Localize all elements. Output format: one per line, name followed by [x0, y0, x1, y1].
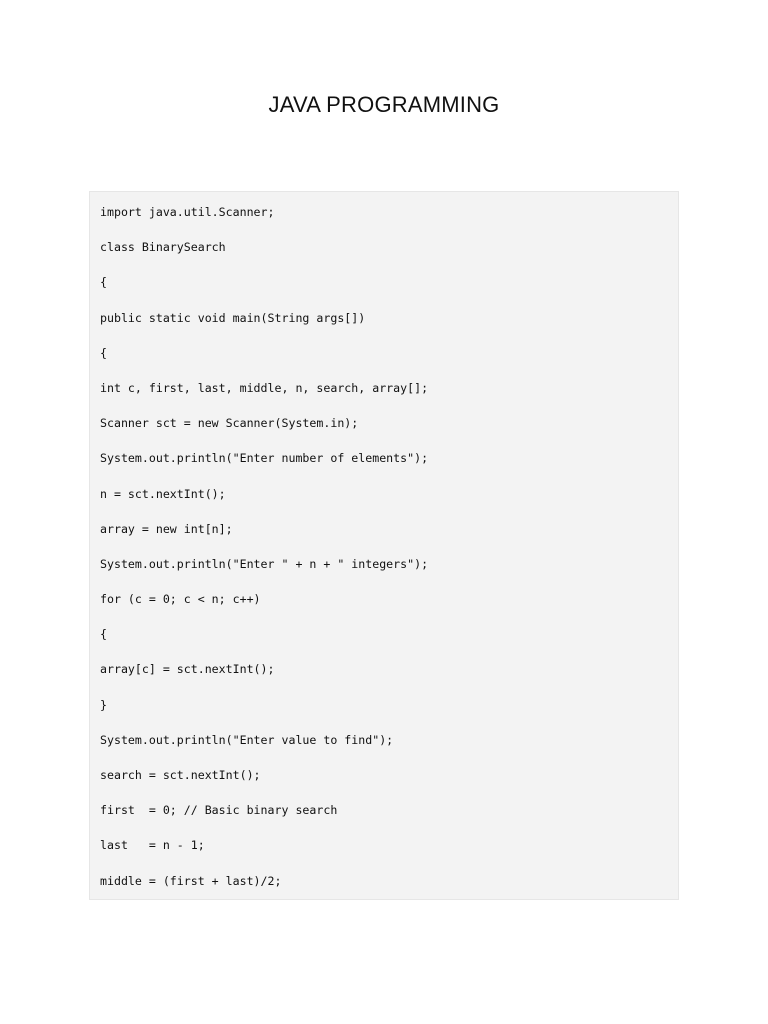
code-line: search = sct.nextInt(); — [100, 768, 261, 782]
code-lines — [100, 203, 668, 907]
code-line: public static void main(String args[]) — [100, 310, 366, 325]
code-line: Scanner sct = new Scanner(System.in); — [100, 416, 359, 431]
page-title: JAVA PROGRAMMING — [268, 92, 500, 117]
code-line: { — [100, 345, 107, 360]
code-block — [89, 191, 679, 900]
code-line: { — [100, 627, 107, 642]
code-line: int c, first, last, middle, n, search, array[]; — [100, 380, 429, 395]
code-line: import java.util.Scanner; — [100, 205, 275, 219]
code-line: first = 0; // Basic binary search — [100, 803, 338, 818]
code-line: System.out.println("Enter value to find"); — [100, 732, 394, 747]
code-line: array[c] = sct.nextInt(); — [100, 662, 275, 677]
code-line: n = sct.nextInt(); — [100, 486, 226, 501]
code-line: { — [100, 275, 107, 290]
code-line: middle = (first + last)/2; — [100, 873, 282, 888]
code-line: System.out.println("Enter " + n + " integers"); — [100, 556, 429, 571]
code-line: class BinarySearch — [100, 240, 226, 255]
code-line: } — [100, 697, 107, 712]
code-line: System.out.println("Enter number of elements"); — [100, 451, 429, 466]
code-line: last = n - 1; — [100, 838, 205, 853]
code-line: array = new int[n]; — [100, 521, 233, 536]
code-line: for (c = 0; c < n; c++) — [100, 592, 261, 607]
